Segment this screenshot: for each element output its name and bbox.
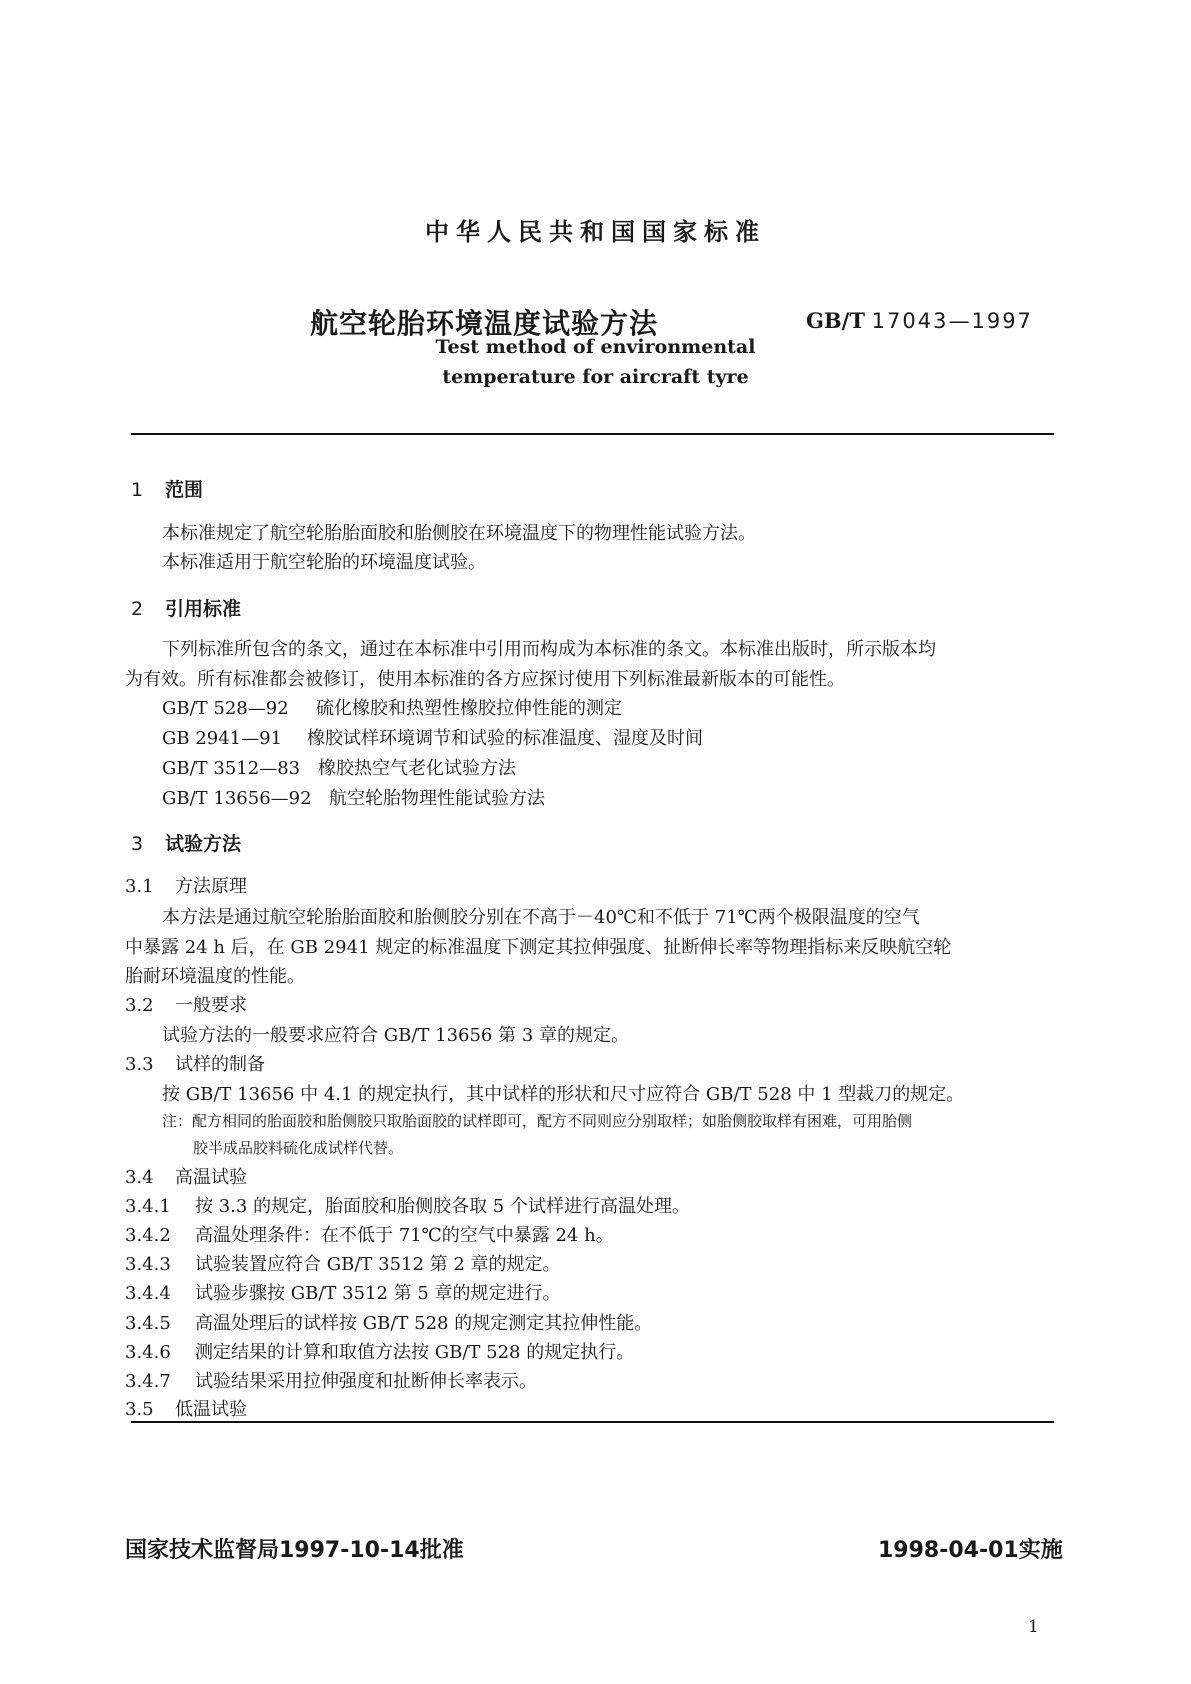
s1-paragraph-2: 本标准适用于航空轮胎的环境温度试验。 [162,552,486,573]
reference-item [162,694,622,720]
document-title-cn: 航空轮胎环境温度试验方法 [310,307,659,340]
subsection-title: 方法原理 [175,876,247,897]
item-text: 按 3.3 的规定，胎面胶和胎侧胶各取 5 个试样进行高温处理。 [195,1196,690,1217]
item-number: 3.4.5 [125,1313,171,1334]
reference-item [162,724,703,750]
list-item [125,1309,652,1335]
subsection-title: 低温试验 [175,1399,247,1420]
section-title: 范围 [165,479,204,501]
section-number: 1 [131,479,144,501]
subsection-number: 3.4 [125,1167,154,1188]
section-number: 3 [131,833,144,855]
subsection-3-3-heading [125,1050,265,1076]
item-number: 3.4.3 [125,1254,171,1275]
s1-paragraph-1: 本标准规定了航空轮胎胎面胶和胎侧胶在环境温度下的物理性能试验方法。 [162,523,756,544]
standard-org-heading: 中华人民共和国国家标准 [425,218,766,246]
section-2-heading [131,594,241,621]
s3-1-line1: 本方法是通过航空轮胎胎面胶和胎侧胶分别在不高于－40℃和不低于 71℃两个极限温度的空气 [162,907,920,928]
s3-2-line1: 试验方法的一般要求应符合 GB/T 13656 第 3 章的规定。 [162,1025,629,1046]
s3-1-line2: 中暴露 24 h 后，在 GB 2941 规定的标准温度下测定其拉伸强度、扯断伸长率等物理指标来反映航空轮 [125,937,952,958]
reference-item [162,784,545,810]
item-text: 试验结果采用拉伸强度和扯断伸长率表示。 [195,1371,537,1392]
s3-3-note-line2: 胶半成品胶料硫化成试样代替。 [193,1139,404,1157]
subsection-number: 3.1 [125,876,154,897]
section-number: 2 [131,598,144,620]
subsection-title: 一般要求 [175,995,247,1016]
subsection-number: 3.3 [125,1054,154,1075]
list-item [125,1221,614,1247]
list-item [125,1279,561,1305]
item-number: 3.4.6 [125,1342,171,1363]
section-title: 试验方法 [165,833,242,855]
reference-title: 硫化橡胶和热塑性橡胶拉伸性能的测定 [316,698,622,719]
item-number: 3.4.4 [125,1283,171,1304]
item-text: 试验步骤按 GB/T 3512 第 5 章的规定进行。 [195,1283,561,1304]
document-title-en-line2: temperature for aircraft tyre [442,366,749,388]
list-item [125,1192,690,1218]
list-item [125,1338,634,1364]
standard-code-number: 17043—1997 [871,309,1033,333]
reference-code: GB/T 528—92 [162,698,289,719]
item-text: 试验装置应符合 GB/T 3512 第 2 章的规定。 [195,1254,561,1275]
reference-code: GB/T 13656—92 [162,788,312,809]
subsection-3-4-heading [125,1163,247,1189]
footer-divider [131,1421,1054,1423]
page-number: 1 [1028,1617,1039,1637]
section-title: 引用标准 [165,598,242,620]
list-item [125,1250,561,1276]
reference-code: GB 2941—91 [162,728,283,749]
implementation-line: 1998-04-01实施 [878,1538,1063,1563]
subsection-title: 高温试验 [175,1167,247,1188]
item-number: 3.4.1 [125,1196,171,1217]
standard-code-prefix: GB/T [806,308,865,333]
s3-3-note-line1: 注：配方相同的胎面胶和胎侧胶只取胎面胶的试样即可，配方不同则应分别取样；如胎侧胶取样有困难，可用胎侧 [162,1112,913,1130]
standard-code [806,308,1033,333]
subsection-3-2-heading [125,991,247,1017]
list-item [125,1367,537,1393]
section-3-heading [131,829,241,856]
document-title-en-line1: Test method of environmental [435,336,756,358]
subsection-3-5-heading [125,1395,247,1421]
section-1-heading [131,475,203,502]
header-divider [131,433,1054,435]
s2-intro-line2: 为有效。所有标准都会被修订，使用本标准的各方应探讨使用下列标准最新版本的可能性。 [125,669,845,690]
approval-line: 国家技术监督局1997-10-14批准 [125,1538,464,1563]
s3-1-line3: 胎耐环境温度的性能。 [125,966,305,987]
subsection-number: 3.2 [125,995,154,1016]
item-text: 高温处理后的试样按 GB/T 528 的规定测定其拉伸性能。 [195,1313,653,1334]
s2-intro-line1: 下列标准所包含的条文，通过在本标准中引用而构成为本标准的条文。本标准出版时，所示版本均 [162,639,936,660]
subsection-title: 试样的制备 [175,1054,265,1075]
reference-code: GB/T 3512—83 [162,758,301,779]
item-number: 3.4.2 [125,1225,171,1246]
subsection-number: 3.5 [125,1399,154,1420]
reference-item [162,754,516,780]
subsection-3-1-heading [125,872,247,898]
item-number: 3.4.7 [125,1371,171,1392]
s3-3-line1: 按 GB/T 13656 中 4.1 的规定执行，其中试样的形状和尺寸应符合 GB/T 528 中 1 型裁刀的规定。 [162,1084,965,1105]
reference-title: 橡胶试样环境调节和试验的标准温度、湿度及时间 [307,728,703,749]
item-text: 高温处理条件：在不低于 71℃的空气中暴露 24 h。 [195,1225,614,1246]
reference-title: 橡胶热空气老化试验方法 [318,758,516,779]
reference-title: 航空轮胎物理性能试验方法 [329,788,545,809]
item-text: 测定结果的计算和取值方法按 GB/T 528 的规定执行。 [195,1342,635,1363]
